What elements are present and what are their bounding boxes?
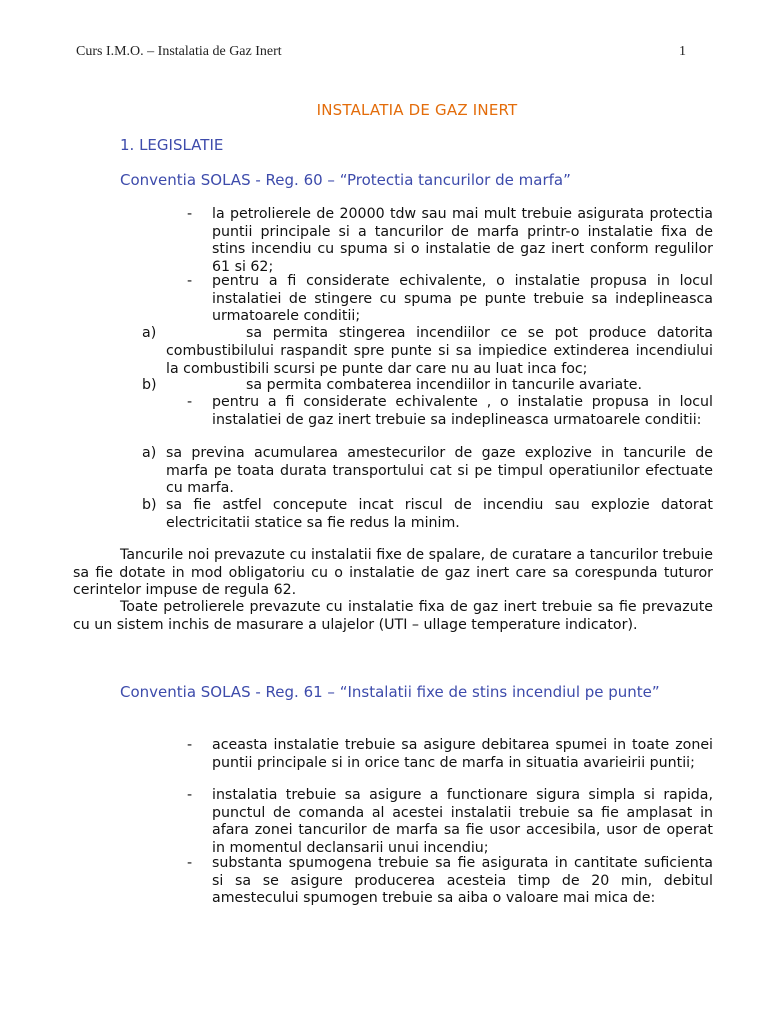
document-title: INSTALATIA DE GAZ INERT — [316, 101, 518, 119]
reg61-bullet-2: instalatia trebuie sa asigure a functionare sigura simpla si rapida, punctul de comanda al acestei instalatii trebuie sa fie amplasat in afara zonei tancurilor de marfa sa fie usor accesibila, usor de operat in momentul declansarii unui incendiu; — [212, 787, 713, 856]
paragraph-tancuri-noi: Tancurile noi prevazute cu instalatii fixe de spalare, de curatare a tancurilor trebuie sa fie dotate in mod obligatoriu cu o instalatie de gaz inert care sa corespunda tuturor cerintelor impuse de regula 62. — [73, 547, 713, 599]
bullet-dash: - — [187, 273, 193, 289]
bullet-dash: - — [187, 855, 193, 871]
reg60-a2-text: sa previna acumularea amestecurilor de gaze explozive in tancurile de marfa pe toata durata transportului cat si pe timpul operatiunilor efectuate cu marfa. — [166, 445, 713, 497]
reg60-bullet-3: pentru a fi considerate echivalente , o instalatie propusa in locul instalatiei de gaz inert trebuie sa indeplineasca urmatoarele conditii: — [212, 394, 713, 428]
reg60-b1-text: sa permita combaterea incendiilor in tancurile avariate. — [246, 377, 642, 393]
bullet-dash: - — [187, 737, 193, 753]
paragraph-petroliere: Toate petrolierele prevazute cu instalatie fixa de gaz inert trebuie sa fie prevazute cu un sistem inchis de masurare a ulajelor (UTI – ullage temperature indicator). — [73, 599, 713, 633]
reg60-a1-rest: combustibilului raspandit spre punte si sa impiedice extinderea incendiului la combustibili scursi pe punte dar care nu au luat inca foc; — [166, 343, 713, 377]
reg61-bullet-1: aceasta instalatie trebuie sa asigure debitarea spumei in toate zonei puntii principale si in orice tanc de marfa in situatia avarieirii puntii; — [212, 737, 713, 771]
reg60-bullet-1: la petrolierele de 20000 tdw sau mai mult trebuie asigurata protectia puntii principale si a tancurilor de marfa printr-o instalatie fixa de stins incendiu cu spuma si o instalatie de gaz inert conform regulilor 61 si 62; — [212, 206, 713, 275]
item-label-b: b) — [142, 497, 157, 513]
header-course-title: Curs I.M.O. – Instalatia de Gaz Inert — [76, 44, 282, 59]
reg60-b2-text: sa fie astfel concepute incat riscul de incendiu sau explozie datorat electricitatii statice sa fie redus la minim. — [166, 497, 713, 531]
bullet-dash: - — [187, 394, 193, 410]
bullet-dash: - — [187, 787, 193, 803]
item-label-a: a) — [142, 325, 157, 341]
bullet-dash: - — [187, 206, 193, 222]
item-label-a: a) — [142, 445, 157, 461]
reg60-heading: Conventia SOLAS - Reg. 60 – “Protectia tancurilor de marfa” — [120, 171, 571, 189]
reg60-bullet-2: pentru a fi considerate echivalente, o instalatie propusa in locul instalatiei de stingere cu spuma pe punte trebuie sa indeplineasca urmatoarele conditii; — [212, 273, 713, 325]
section-heading-legislatie: 1. LEGISLATIE — [120, 136, 224, 154]
page-header — [76, 44, 686, 60]
item-label-b: b) — [142, 377, 157, 393]
reg61-bullet-3: substanta spumogena trebuie sa fie asigurata in cantitate suficienta si sa se asigure producerea acesteia timp de 20 min, debitul amestecului spumogen trebuie sa aiba o valoare mai mica de: — [212, 855, 713, 907]
reg60-a1-first-line: sa permita stingerea incendiilor ce se pot produce datorita — [246, 325, 713, 341]
reg61-heading: Conventia SOLAS - Reg. 61 – “Instalatii fixe de stins incendiul pe punte” — [120, 683, 660, 701]
page-number: 1 — [679, 44, 686, 59]
